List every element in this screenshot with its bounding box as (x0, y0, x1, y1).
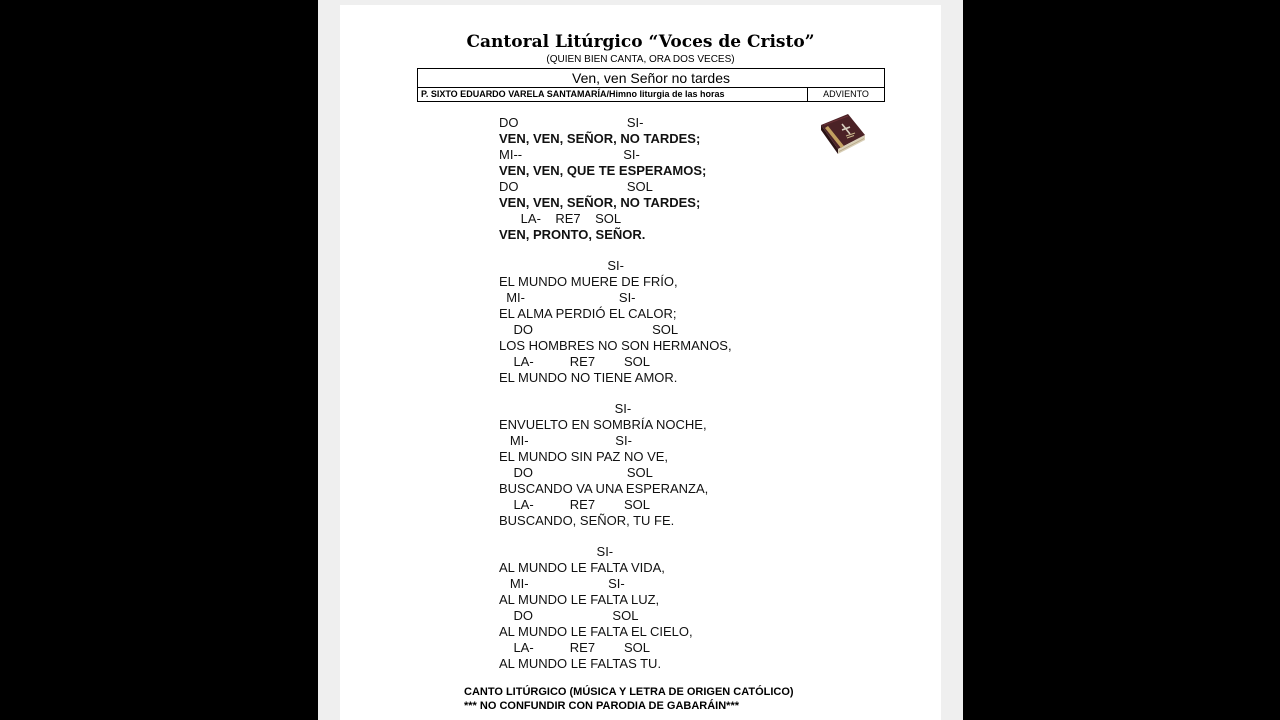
verse-line: EL ALMA PERDIÓ EL CALOR; (499, 306, 677, 321)
verse-line: EL MUNDO SIN PAZ NO VE, (499, 449, 669, 464)
song-author: P. SIXTO EDUARDO VARELA SANTAMARÍA/Himno liturgia de las horas (418, 88, 808, 101)
chord-line: MI-- SI- (499, 147, 640, 162)
verse-line: BUSCANDO, SEÑOR, TU FE. (499, 513, 675, 528)
song-title: Ven, ven Señor no tardes (418, 69, 884, 88)
verse-line: EL MUNDO NO TIENE AMOR. (499, 370, 678, 385)
chord-line: LA- RE7 SOL (499, 497, 650, 512)
verse-line: LOS HOMBRES NO SON HERMANOS, (499, 338, 732, 353)
chorus-line: VEN, VEN, SEÑOR, NO TARDES; (499, 195, 701, 210)
song-info-table (417, 68, 885, 102)
verse-line: EL MUNDO MUERE DE FRÍO, (499, 274, 678, 289)
chord-line: DO SOL (499, 322, 679, 337)
chord-line: DO SI- (499, 115, 644, 130)
chord-line: LA- RE7 SOL (499, 640, 650, 655)
verse-line: AL MUNDO LE FALTA EL CIELO, (499, 624, 693, 639)
chord-line: MI- SI- (499, 290, 636, 305)
chord-line: DO SOL (499, 465, 653, 480)
verse-line: BUSCANDO VA UNA ESPERANZA, (499, 481, 709, 496)
chord-line: LA- RE7 SOL (499, 211, 622, 226)
chorus-line: VEN, VEN, SEÑOR, NO TARDES; (499, 131, 701, 146)
verse-line: ENVUELTO EN SOMBRÍA NOCHE, (499, 417, 707, 432)
song-info-row (418, 88, 884, 101)
liturgical-season: ADVIENTO (823, 89, 869, 99)
chord-line: DO SOL (499, 179, 653, 194)
cantoral-subtitle: (QUIEN BIEN CANTA, ORA DOS VECES) (546, 54, 735, 65)
chord-line: SI- (499, 258, 624, 273)
parody-warning: *** NO CONFUNDIR CON PARODIA DE GABARÁIN*** (464, 700, 740, 712)
verse-line: AL MUNDO LE FALTA VIDA, (499, 560, 665, 575)
chord-line: MI- SI- (499, 433, 632, 448)
chord-line: MI- SI- (499, 576, 625, 591)
verse-line: AL MUNDO LE FALTAS TU. (499, 656, 662, 671)
song-lyrics (499, 115, 849, 672)
chord-line: SI- (499, 544, 614, 559)
chord-line: DO SOL (499, 608, 639, 623)
chorus-line: VEN, VEN, QUE TE ESPERAMOS; (499, 163, 707, 178)
cantoral-title: Cantoral Litúrgico “Voces de Cristo” (466, 32, 815, 52)
chord-line: LA- RE7 SOL (499, 354, 650, 369)
liturgical-note: CANTO LITÚRGICO (MÚSICA Y LETRA DE ORIGEN CATÓLICO) (464, 686, 794, 698)
verse-line: AL MUNDO LE FALTA LUZ, (499, 592, 660, 607)
chorus-line: VEN, PRONTO, SEÑOR. (499, 227, 646, 242)
chord-line: SI- (499, 401, 632, 416)
document-page (340, 5, 941, 720)
